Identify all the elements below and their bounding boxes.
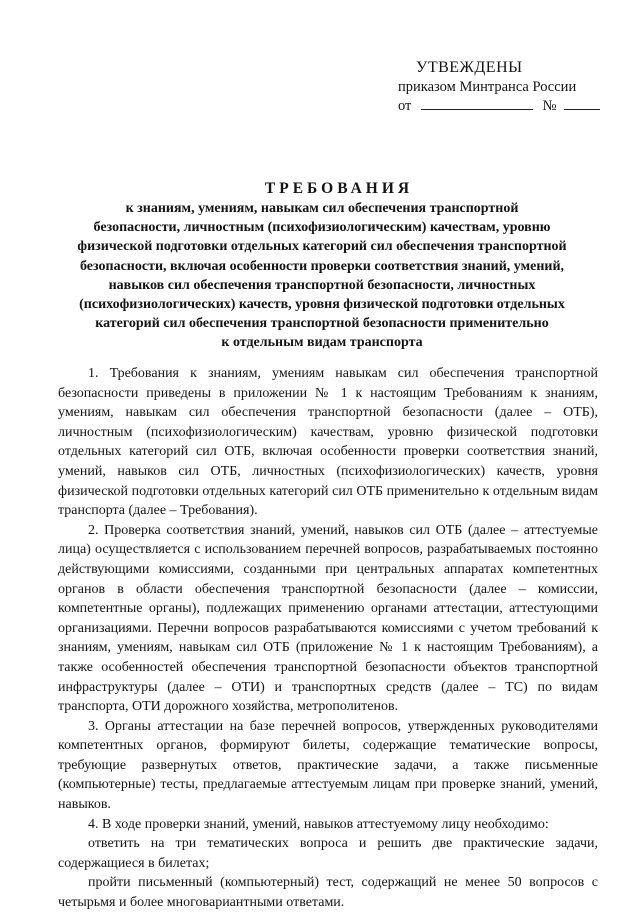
subtitle-line: навыков сил обеспечения транспортной безопасности, личностных <box>108 277 536 293</box>
subtitle-line: (психофизиологических) качеств, уровня физической подготовки отдельных <box>79 297 565 313</box>
subtitle-line: физической подготовки отдельных категорий сил обеспечения транспортной <box>77 239 567 255</box>
subtitle-line: к отдельным видам транспорта <box>221 335 423 351</box>
paragraph-4-item-2: пройти письменный (компьютерный) тест, содержащий не менее 50 вопросов с четырьмя и более многовариантными ответами. <box>58 875 598 911</box>
paragraph-1: 1. Требования к знаниям, умениям навыкам сил обеспечения транспортной безопасности приведены в приложении № 1 к настоящим Требованиям к знаниям, умениям, навыкам сил обеспечения транспортной безопасности (далее – ОТБ), личностным (психофизиологическим) качествам, уровню физической подготовки отдельных категорий сил ОТБ, включая особенности проверки соответствия знаний, умений, навыков сил ОТБ, личностных (психофизиологических) качеств, уровня физической подготовки отдельных категорий сил ОТБ применительно к отдельным видам транспорта (далее – Требования). <box>58 366 598 519</box>
paragraph-3: 3. Органы аттестации на базе перечней вопросов, утвержденных руководителями компетентных органов, формируют билеты, содержащие тематические вопросы, требующие развернутых ответов, практические задачи, а также письменные (компьютерные) тесты, предлагаемые аттестуемым лицам при проверке знаний, умений, навыков. <box>58 718 598 813</box>
paragraph-4-item-1: ответить на три тематических вопроса и решить две практические задачи, содержащиеся в билетах; <box>58 836 598 871</box>
paragraph-2: 2. Проверка соответствия знаний, умений, навыков сил ОТБ (далее – аттестуемые лица) осуществляется с использованием перечней вопросов, разрабатываемых постоянно действующими комиссиями, созданными при центральных аппаратах компетентных органов в области обеспечения транспортной безопасности (далее – комиссии, компетентные органы), подлежащих применению органами аттестации, аттестующими организациями. Перечни вопросов разрабатываются комиссиями с учетом требований к знаниям, умениям, навыкам сил ОТБ (приложение № 1 к настоящим Требованиям), а также особенностей обеспечения транспортной безопасности объектов транспортной инфраструктуры (далее – ОТИ) и транспортных средств (далее – ТС) по видам транспорта, ОТИ дорожного хозяйства, метрополитенов. <box>58 522 598 715</box>
document-title: ТРЕБОВАНИЯ <box>264 180 414 197</box>
paragraph-4: 4. В ходе проверки знаний, умений, навыков аттестуемому лицу необходимо: <box>88 816 549 832</box>
approval-block <box>398 58 618 116</box>
approval-order-line: приказом Минтранса России <box>398 79 577 95</box>
subtitle-line: к знаниям, умениям, навыкам сил обеспечения транспортной <box>125 201 519 216</box>
approval-stamp: УТВЕЖДЕНЫ <box>416 59 523 76</box>
subtitle-line: безопасности, включая особенности проверки соответствия знаний, умений, <box>79 258 565 274</box>
subtitle-line: категорий сил обеспечения транспортной безопасности применительно <box>95 316 549 332</box>
document-subtitle <box>58 199 586 353</box>
subtitle-line: безопасности, личностным (психофизиологическим) качествам, уровню <box>93 220 551 236</box>
approval-date-number-line <box>398 97 618 116</box>
document-body <box>58 364 598 913</box>
approval-number-label: № <box>542 98 557 114</box>
number-blank-line <box>564 97 600 110</box>
date-blank-line <box>421 97 533 110</box>
approval-from-label: от <box>398 98 412 114</box>
